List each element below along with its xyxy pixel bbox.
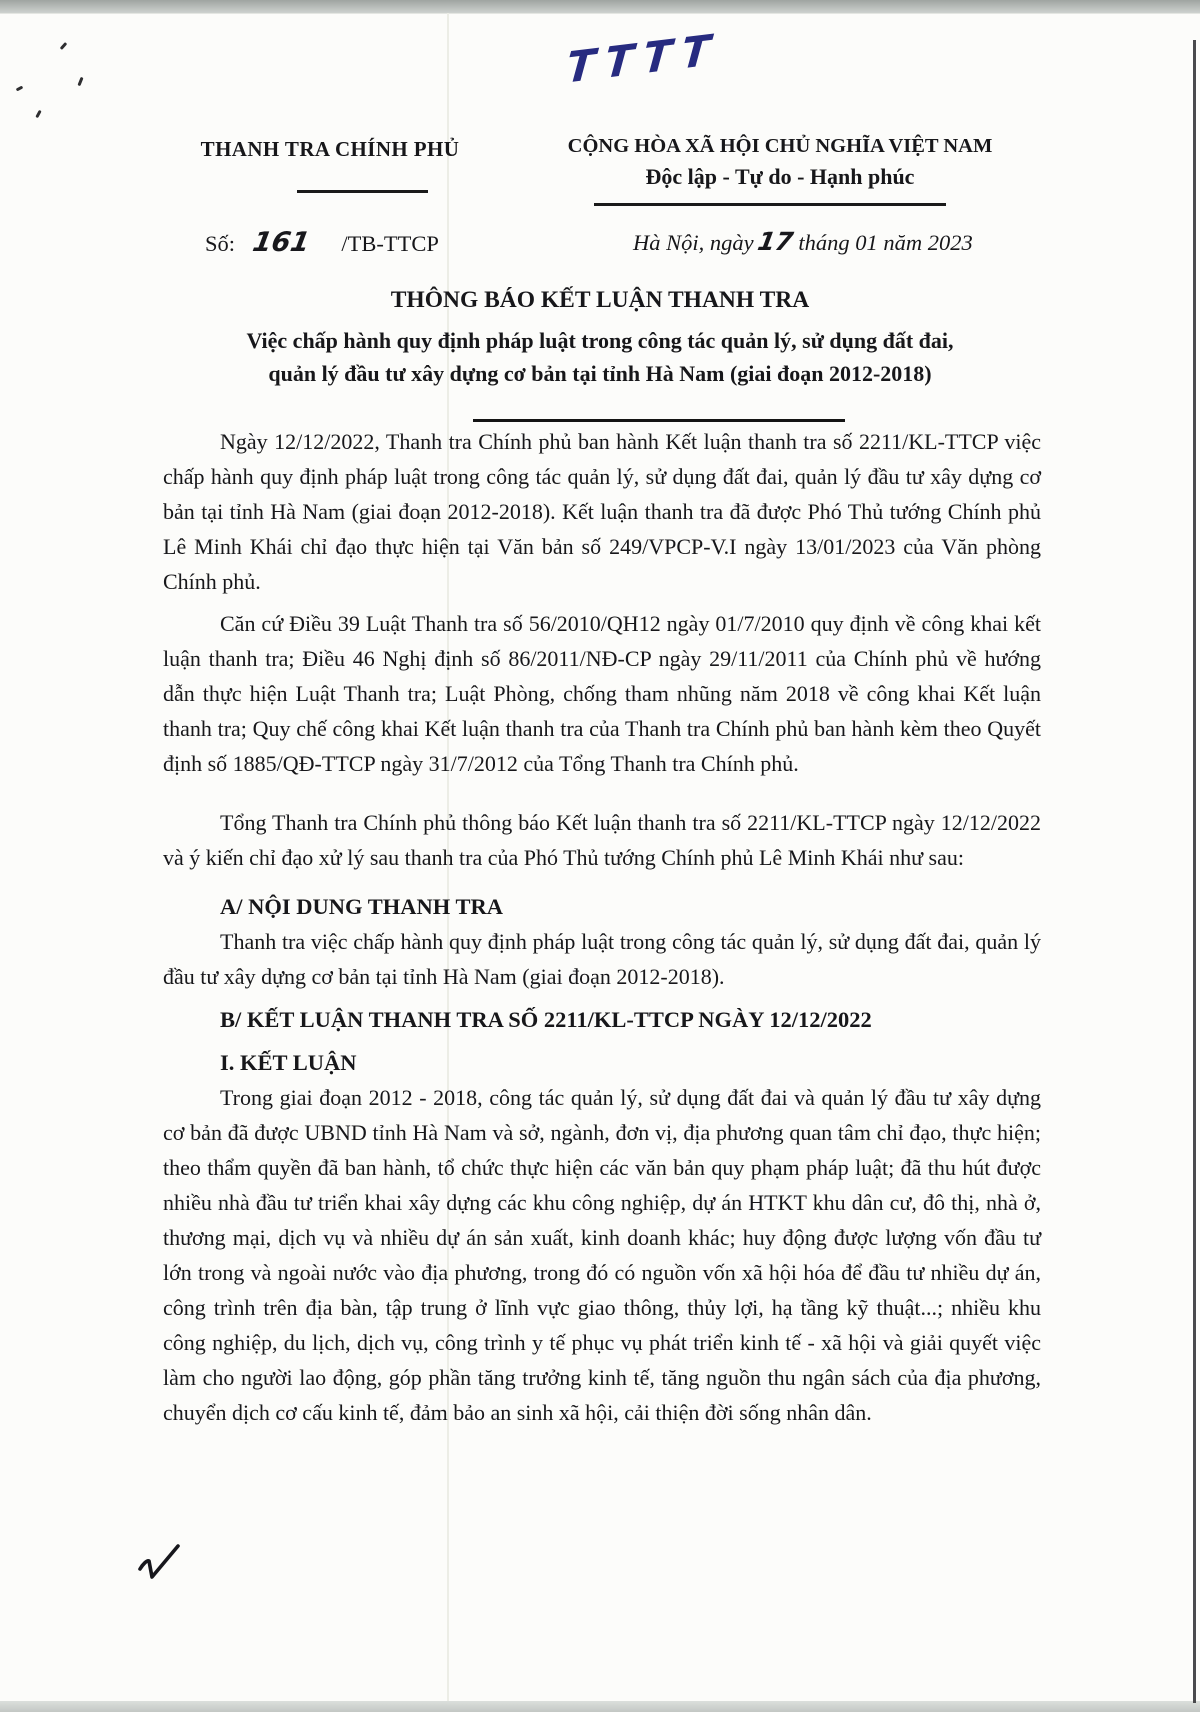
handwritten-checkmark-icon <box>136 1541 184 1592</box>
issuing-org-name: THANH TRA CHÍNH PHỦ <box>200 137 460 161</box>
scan-top-bar <box>0 0 1200 14</box>
paragraph-announcement: Tổng Thanh tra Chính phủ thông báo Kết luận thanh tra số 2211/KL-TTCP ngày 12/12/2022 và ý kiến chỉ đạo xử lý sau thanh tra của Phó Thủ tướng Chính phủ Lê Minh Khái như sau: <box>163 810 1041 870</box>
national-motto: Độc lập - Tự do - Hạnh phúc <box>645 164 915 189</box>
document-subtitle <box>90 324 1110 390</box>
org-name-divider <box>297 190 428 193</box>
heading-section-b: B/ KẾT LUẬN THANH TRA SỐ 2211/KL-TTCP NGÀY 12/12/2022 <box>220 1007 872 1032</box>
handwritten-document-number: 161 <box>250 227 313 258</box>
place-date-line <box>633 227 973 256</box>
ink-speck <box>77 77 83 86</box>
scan-bottom-bar <box>0 1701 1200 1712</box>
date-prefix: Hà Nội, ngày <box>633 230 754 255</box>
paragraph-conclusion-overview: Trong giai đoạn 2012 - 2018, công tác quản lý, sử dụng đất đai và quản lý đầu tư xây dựng cơ bản đã được UBND tỉnh Hà Nam và sở, ngành, đơn vị, địa phương quan tâm chỉ đạo, thực hiện; theo thẩm quyền đã ban hành, tổ chức thực hiện các văn bản quy phạm pháp luật; đã thu hút được nhiều nhà đầu tư triển khai xây dựng các khu công nghiệp, dự án HTKT khu dân cư, đô thị, nhà ở, thương mại, dịch vụ và nhiều dự án sản xuất, kinh doanh khác; huy động được lượng vốn đầu tư lớn trong và ngoài nước vào địa phương, trong đó có nguồn vốn xã hội hóa để đầu tư nhiều dự án, công trình trên địa bàn, tập trung ở lĩnh vực giao thông, thủy lợi, hạ tầng kỹ thuật...; nhiều khu công nghiệp, du lịch, dịch vụ, công trình y tế phục vụ phát triển kinh tế - xã hội và giải quyết việc làm cho người lao động, góp phần tăng trưởng kinh tế, tăng nguồn thu ngân sách của địa phương, chuyển dịch cơ cấu kinh tế, đảm bảo an sinh xã hội, cải thiện đời sống nhân dân. <box>163 1085 1041 1425</box>
subtitle-underline <box>473 419 845 422</box>
paragraph-issue-notice: Ngày 12/12/2022, Thanh tra Chính phủ ban hành Kết luận thanh tra số 2211/KL-TTCP việc chấp hành quy định pháp luật trong công tác quản lý, sử dụng đất đai, quản lý đầu tư xây dựng cơ bản tại tỉnh Hà Nam (giai đoạn 2012-2018). Kết luận thanh tra đã được Phó Thủ tướng Chính phủ Lê Minh Khái chỉ đạo thực hiện tại Văn bản số 249/VPCP-V.I ngày 13/01/2023 của Văn phòng Chính phủ. <box>163 429 1041 594</box>
ink-speck <box>16 86 24 92</box>
handwritten-day: 17 <box>755 227 795 256</box>
national-title: CỘNG HÒA XÃ HỘI CHỦ NGHĨA VIỆT NAM <box>567 135 993 157</box>
heading-conclusion: I. KẾT LUẬN <box>220 1050 357 1075</box>
document-title: THÔNG BÁO KẾT LUẬN THANH TRA <box>390 287 810 313</box>
date-suffix: tháng 01 năm 2023 <box>798 230 973 255</box>
paragraph-legal-basis: Căn cứ Điều 39 Luật Thanh tra số 56/2010/QH12 ngày 01/7/2010 quy định về công khai kết luận thanh tra; Điều 46 Nghị định số 86/2011/NĐ-CP ngày 29/11/2011 của Chính phủ về hướng dẫn thực hiện Luật Thanh tra; Luật Phòng, chống tham nhũng năm 2018 về công khai Kết luận thanh tra; Quy chế công khai Kết luận thanh tra của Thanh tra Chính phủ ban hành kèm theo Quyết định số 1885/QĐ-TTCP ngày 31/7/2012 của Tổng Thanh tra Chính phủ. <box>163 611 1041 776</box>
subtitle-line-2: quản lý đầu tư xây dựng cơ bản tại tỉnh Hà Nam (giai đoạn 2012-2018) <box>268 361 932 386</box>
heading-section-a: A/ NỘI DUNG THANH TRA <box>220 894 503 919</box>
ink-speck <box>60 42 68 50</box>
motto-underline <box>594 203 946 206</box>
document-number-suffix: /TB-TTCP <box>341 231 439 256</box>
document-number-line <box>205 227 439 258</box>
subtitle-line-1: Việc chấp hành quy định pháp luật trong công tác quản lý, sử dụng đất đai, <box>246 328 954 353</box>
paragraph-inspection-scope: Thanh tra việc chấp hành quy định pháp luật trong công tác quản lý, sử dụng đất đai, quản lý đầu tư xây dựng cơ bản tại tỉnh Hà Nam (giai đoạn 2012-2018). <box>163 929 1041 989</box>
document-number-label: Số: <box>205 231 236 256</box>
ink-speck <box>35 110 41 118</box>
handwritten-tttt-annotation: TTTT <box>564 24 722 93</box>
document-body <box>163 424 1041 1437</box>
